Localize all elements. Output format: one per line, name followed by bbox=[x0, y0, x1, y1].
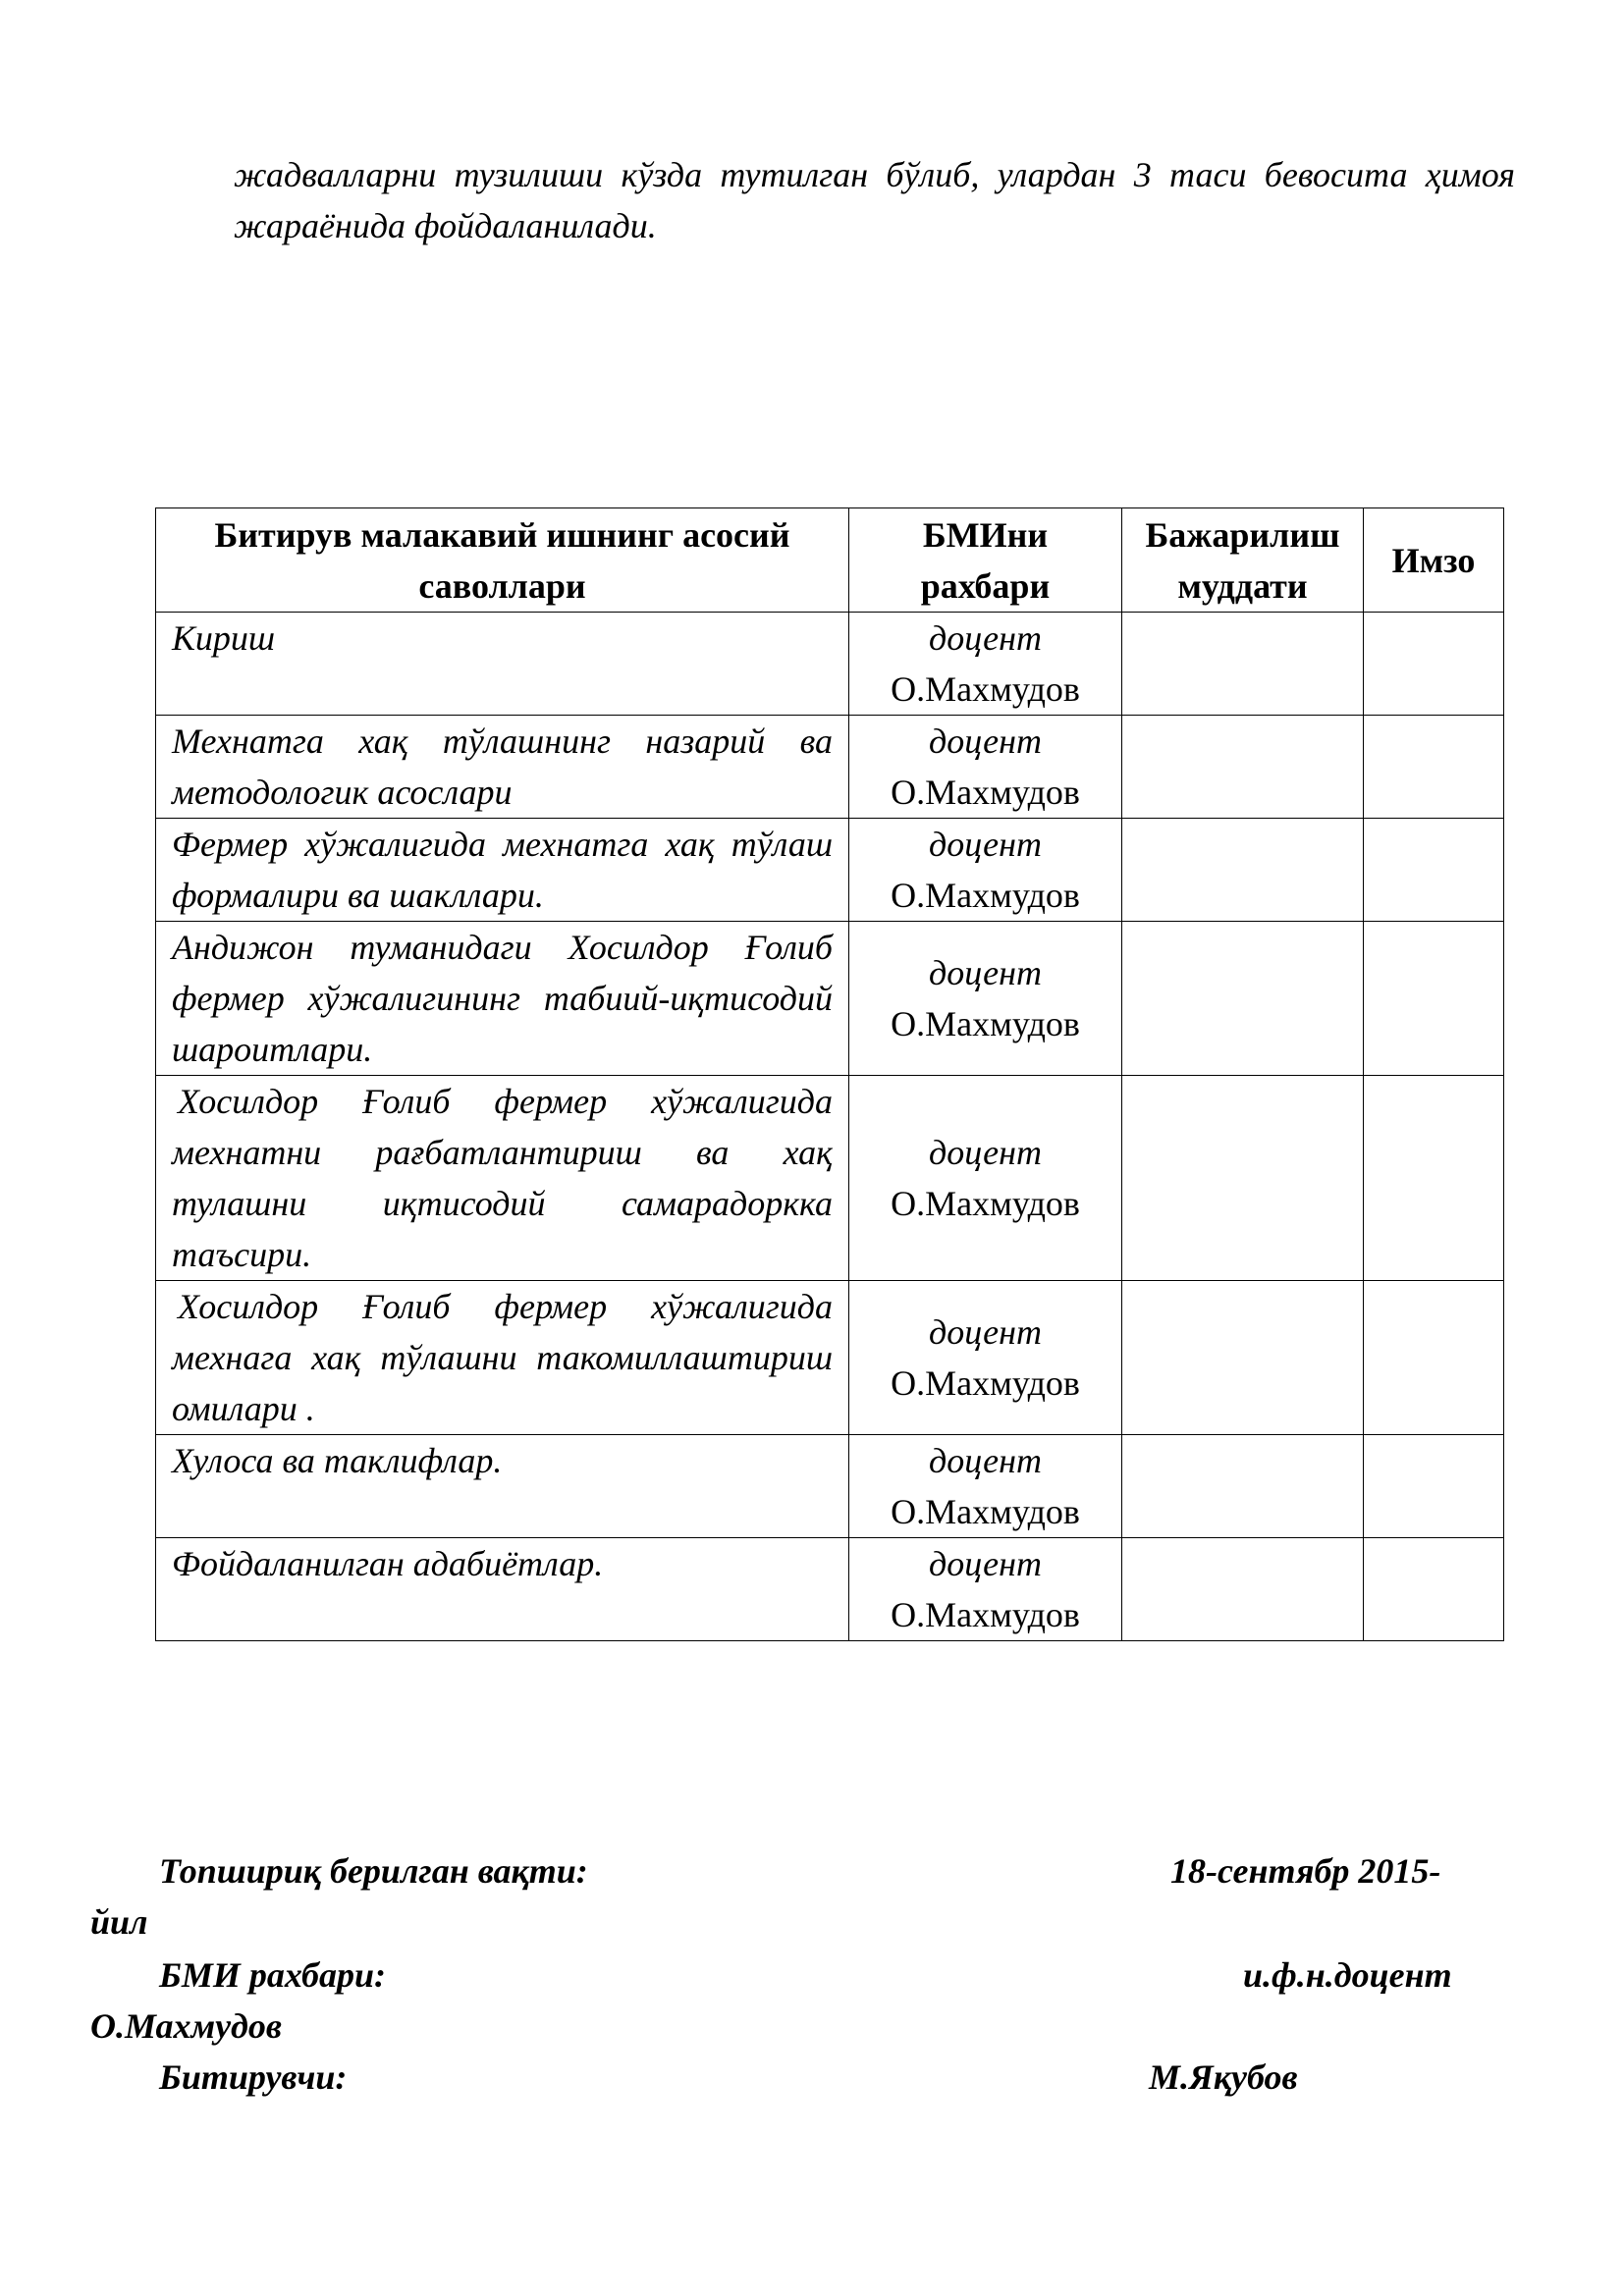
question-cell: Мехнатга хақ тўлашнинг назарий ва методологик асослари bbox=[156, 716, 849, 819]
table-row bbox=[156, 1281, 1504, 1435]
leader-cell bbox=[849, 1076, 1122, 1281]
question-cell: Фойдаланилган адабиётлар. bbox=[156, 1538, 849, 1641]
leader-name: О.Махмудов bbox=[90, 2006, 282, 2046]
leader-title: доцент bbox=[929, 1544, 1042, 1583]
header-questions: Битирув малакавий ишнинг асосий саволлари bbox=[156, 508, 849, 613]
assigned-date: 18-сентябр 2015- bbox=[1170, 1851, 1441, 1891]
leader-name: О.Махмудов bbox=[891, 1184, 1080, 1223]
deadline-cell bbox=[1122, 1076, 1364, 1281]
question-cell: Андижон туманидаги Хосилдор Ғолиб фермер хўжалигининг табиий-иқтисодий шароитлари. bbox=[156, 922, 849, 1076]
deadline-cell bbox=[1122, 1435, 1364, 1538]
table-row bbox=[156, 819, 1504, 922]
leader-cell bbox=[849, 819, 1122, 922]
leader-name: О.Махмудов bbox=[891, 669, 1080, 709]
question-cell: Кириш bbox=[156, 613, 849, 716]
leader-cell bbox=[849, 716, 1122, 819]
deadline-cell bbox=[1122, 716, 1364, 819]
assigned-date-cont: йил bbox=[90, 1902, 148, 1942]
signature-cell bbox=[1364, 1281, 1504, 1435]
question-cell: Хулоса ва таклифлар. bbox=[156, 1435, 849, 1538]
leader-name: О.Махмудов bbox=[891, 1492, 1080, 1531]
leader-name: О.Махмудов bbox=[891, 1004, 1080, 1043]
deadline-cell bbox=[1122, 819, 1364, 922]
signature-cell bbox=[1364, 1076, 1504, 1281]
leader-title: доцент bbox=[929, 1312, 1042, 1352]
table-row bbox=[156, 613, 1504, 716]
signature-cell bbox=[1364, 1435, 1504, 1538]
table-row bbox=[156, 716, 1504, 819]
question-cell: Фермер хўжалигида мехнатга хақ тўлаш формалири ва шакллари. bbox=[156, 819, 849, 922]
table-row bbox=[156, 1435, 1504, 1538]
question-cell: Хосилдор Ғолиб фермер хўжалигида мехнатни рағбатлантириш ва хақ тулашни иқтисодий самарадоркка таъсири. bbox=[156, 1076, 849, 1281]
leader-name: О.Махмудов bbox=[891, 876, 1080, 915]
signature-cell bbox=[1364, 1538, 1504, 1641]
leader-title: доцент bbox=[929, 618, 1042, 658]
leader-cell bbox=[849, 922, 1122, 1076]
student-label: Битирувчи: bbox=[159, 2057, 348, 2097]
signature-cell bbox=[1364, 819, 1504, 922]
leader-cell bbox=[849, 1538, 1122, 1641]
student-name: М.Яқубов bbox=[1149, 2057, 1298, 2097]
assigned-label: Топшириқ берилган вақти: bbox=[159, 1851, 588, 1891]
table-row bbox=[156, 1076, 1504, 1281]
question-cell: Хосилдор Ғолиб фермер хўжалигида мехнага хақ тўлашни такомиллаштириш омилари . bbox=[156, 1281, 849, 1435]
header-leader: БМИни рахбари bbox=[849, 508, 1122, 613]
leader-title: доцент bbox=[929, 1133, 1042, 1172]
leader-cell bbox=[849, 1435, 1122, 1538]
leader-cell bbox=[849, 1281, 1122, 1435]
signature-cell bbox=[1364, 613, 1504, 716]
leader-name: О.Махмудов bbox=[891, 1363, 1080, 1403]
table-row bbox=[156, 1538, 1504, 1641]
signature-cell bbox=[1364, 716, 1504, 819]
leader-title: доцент bbox=[929, 721, 1042, 761]
task-table bbox=[155, 507, 1504, 1641]
leader-name: О.Махмудов bbox=[891, 773, 1080, 812]
deadline-cell bbox=[1122, 1281, 1364, 1435]
deadline-cell bbox=[1122, 922, 1364, 1076]
leader-name: О.Махмудов bbox=[891, 1595, 1080, 1634]
header-signature: Имзо bbox=[1364, 508, 1504, 613]
leader-title: доцент bbox=[929, 953, 1042, 992]
table-header-row bbox=[156, 508, 1504, 613]
deadline-cell bbox=[1122, 1538, 1364, 1641]
intro-paragraph: жадвалларни тузилиши кўзда тутилган бўлиб, улардан 3 таси бевосита ҳимоя жараёнида фойдаланилади. bbox=[234, 155, 1515, 245]
header-deadline: Бажарилиш муддати bbox=[1122, 508, 1364, 613]
signature-cell bbox=[1364, 922, 1504, 1076]
deadline-cell bbox=[1122, 613, 1364, 716]
leader-label: БМИ рахбари: bbox=[159, 1955, 386, 1995]
leader-degree: и.ф.н.доцент bbox=[1243, 1955, 1452, 1995]
leader-title: доцент bbox=[929, 1441, 1042, 1480]
leader-title: доцент bbox=[929, 825, 1042, 864]
table-row bbox=[156, 922, 1504, 1076]
leader-cell bbox=[849, 613, 1122, 716]
